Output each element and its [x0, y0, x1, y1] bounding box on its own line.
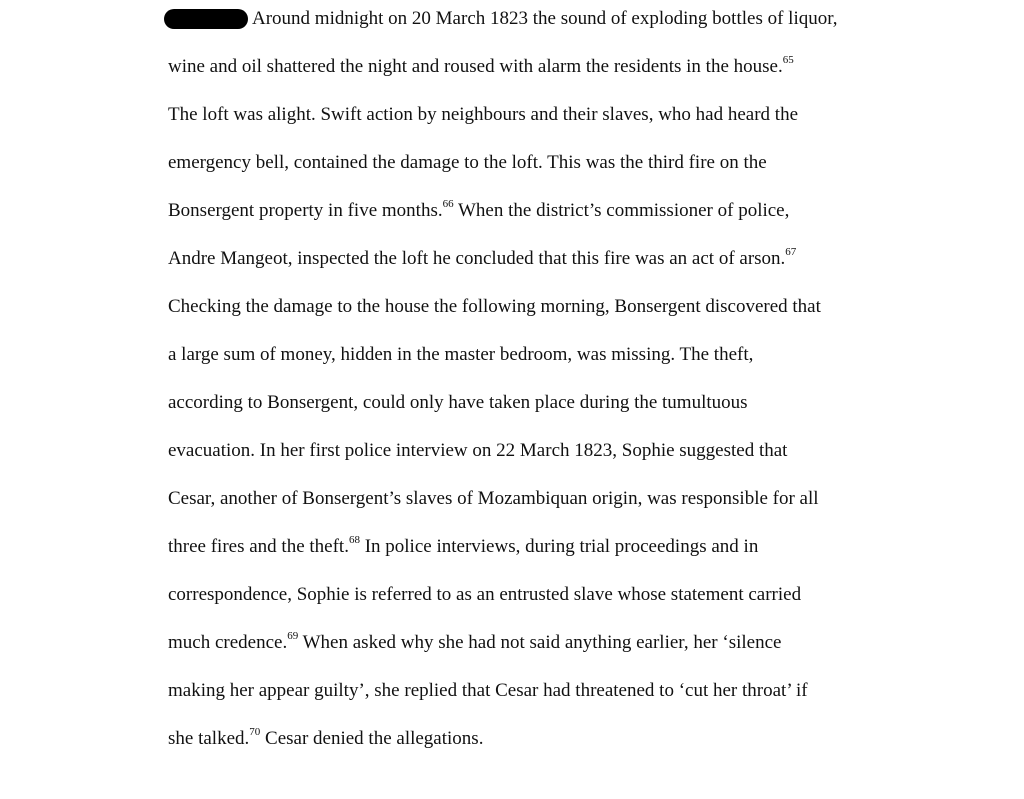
line-text: Checking the damage to the house the following morning, Bonsergent discovered that [168, 296, 821, 317]
line-text: much credence. [168, 632, 288, 653]
line-text: correspondence, Sophie is referred to as an entrusted slave whose statement carried [168, 584, 802, 605]
text-line-16 [168, 727, 483, 751]
footnote-ref-70: 70 [249, 725, 261, 738]
line-text: wine and oil shattered the night and roused with alarm the residents in the house. [168, 56, 783, 77]
line-text: a large sum of money, hidden in the master bedroom, was missing. The theft, [168, 344, 754, 365]
text-line-7 [168, 295, 821, 319]
text-line-11 [168, 487, 819, 511]
line-text-continued: In police interviews, during trial proceedings and in [359, 536, 759, 557]
line-text: according to Bonsergent, could only have taken place during the tumultuous [168, 392, 748, 413]
footnote-ref-68: 68 [348, 533, 360, 546]
line-text: Andre Mangeot, inspected the loft he concluded that this fire was an act of arson. [168, 248, 786, 269]
line-text-continued: Cesar denied the allegations. [260, 728, 484, 749]
line-text-continued: When the district’s commissioner of police, [453, 200, 790, 221]
line-text: making her appear guilty’, she replied that Cesar had threatened to ‘cut her throat’ if [168, 680, 808, 701]
text-line-8 [168, 343, 753, 367]
text-line-2 [168, 55, 794, 79]
line-text: Bonsergent property in five months. [168, 200, 443, 221]
text-line-3 [168, 103, 798, 127]
text-line-9 [168, 391, 748, 415]
text-line-5 [168, 199, 789, 223]
line-text: Around midnight on 20 March 1823 the sound of exploding bottles of liquor, [252, 8, 838, 29]
footnote-ref-67: 67 [785, 245, 797, 258]
text-line-15 [168, 679, 808, 703]
footnote-ref-66: 66 [442, 197, 454, 210]
footnote-ref-69: 69 [287, 629, 299, 642]
line-text: The loft was alight. Swift action by neighbours and their slaves, who had heard the [168, 104, 799, 125]
text-line-1 [252, 7, 838, 31]
text-line-13 [168, 583, 801, 607]
text-line-14 [168, 631, 781, 655]
line-text: emergency bell, contained the damage to the loft. This was the third fire on the [168, 152, 767, 173]
text-line-6 [168, 247, 796, 271]
footnote-ref-65: 65 [782, 53, 794, 66]
redaction-mark [164, 9, 248, 29]
line-text: three fires and the theft. [168, 536, 349, 557]
text-line-12 [168, 535, 758, 559]
line-text: evacuation. In her first police interview on 22 March 1823, Sophie suggested that [168, 440, 788, 461]
line-text: Cesar, another of Bonsergent’s slaves of Mozambiquan origin, was responsible for all [168, 488, 819, 509]
line-text: she talked. [168, 728, 250, 749]
text-line-10 [168, 439, 787, 463]
text-line-4 [168, 151, 767, 175]
line-text-continued: When asked why she had not said anything earlier, her ‘silence [298, 632, 782, 653]
